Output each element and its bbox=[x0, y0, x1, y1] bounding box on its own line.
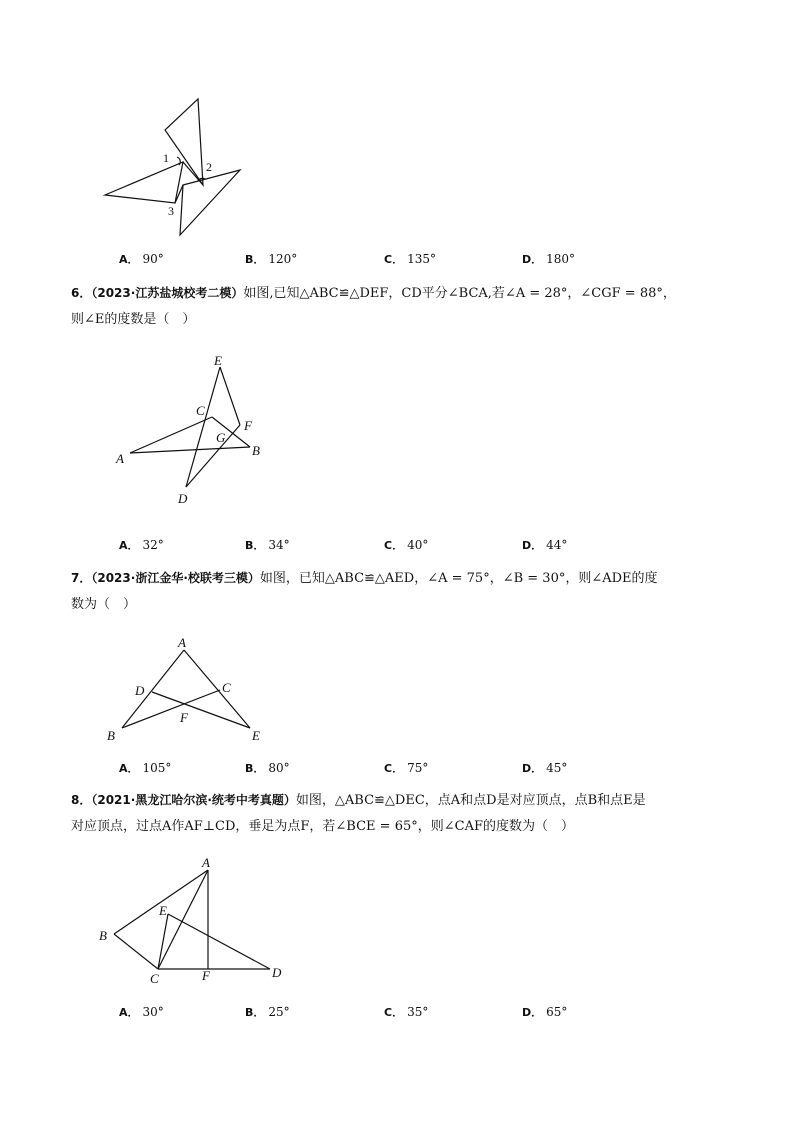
q7-label-A: A bbox=[178, 635, 186, 650]
q5-label-2: 2 bbox=[206, 160, 212, 174]
q6-option-d[interactable]: D． 44° bbox=[522, 538, 568, 552]
q8-line1: 8．（2021·黑龙江哈尔滨·统考中考真题）如图，△ABC≌△DEC，点A和点D是对应顶点，点B和点E是 bbox=[71, 793, 646, 808]
q6-figure bbox=[110, 355, 280, 510]
q6-stem bbox=[71, 280, 741, 333]
q6-line2: 则∠E的度数是（ ） bbox=[71, 312, 196, 327]
q8-label-F: F bbox=[202, 968, 210, 983]
q6-label-G: G bbox=[216, 430, 226, 445]
q5-top-triangle bbox=[165, 99, 203, 185]
q7-label-E: E bbox=[252, 728, 260, 743]
q5-figure bbox=[95, 95, 255, 245]
q6-line1: 6．（2023·江苏盐城校考二模）如图,已知△ABC≌△DEF，CD平分∠BCA,若∠A = 28°，∠CGF = 88°， bbox=[71, 286, 676, 301]
q5-label-3: 3 bbox=[168, 204, 174, 218]
q6-line-AC bbox=[130, 417, 212, 453]
q8-label-E: E bbox=[159, 903, 167, 918]
q6-label-B: B bbox=[252, 443, 260, 458]
q5-option-c[interactable]: C． 135° bbox=[384, 252, 436, 266]
q7-stem bbox=[71, 565, 741, 618]
q7-label-F: F bbox=[180, 710, 188, 725]
q8-label-C: C bbox=[150, 971, 159, 986]
q6-label-C: C bbox=[196, 403, 205, 418]
q6-label-E: E bbox=[214, 353, 222, 368]
q5-line bbox=[183, 162, 203, 185]
q6-label-D: D bbox=[178, 491, 188, 506]
q8-line-BC bbox=[114, 934, 158, 969]
q8-line-CA bbox=[158, 870, 208, 969]
q6-option-a[interactable]: A． 32° bbox=[119, 538, 164, 552]
q5-left-triangle bbox=[105, 162, 183, 203]
q6-line-DE bbox=[186, 367, 220, 487]
q7-label-B: B bbox=[107, 728, 115, 743]
q7-line2: 数为（ ） bbox=[71, 597, 137, 612]
q8-stem bbox=[71, 787, 741, 840]
q7-label-D: D bbox=[135, 683, 145, 698]
q8-option-b[interactable]: B． 25° bbox=[245, 1005, 290, 1019]
q6-line-AB bbox=[130, 447, 250, 453]
q6-label-F: F bbox=[244, 418, 252, 433]
q5-option-a[interactable]: A． 90° bbox=[119, 252, 164, 266]
q6-label-A: A bbox=[116, 451, 124, 466]
q7-figure bbox=[100, 632, 275, 747]
q6-option-c[interactable]: C． 40° bbox=[384, 538, 429, 552]
q7-option-b[interactable]: B． 80° bbox=[245, 761, 290, 775]
q8-figure bbox=[90, 852, 295, 987]
q8-line-BA bbox=[114, 870, 208, 934]
q7-option-a[interactable]: A． 105° bbox=[119, 761, 172, 775]
q7-option-c[interactable]: C． 75° bbox=[384, 761, 429, 775]
q7-line1: 7．（2023·浙江金华·校联考三模）如图，已知△ABC≌△AED，∠A = 75°，∠B = 30°，则∠ADE的度 bbox=[71, 571, 658, 586]
q7-label-C: C bbox=[222, 680, 231, 695]
q6-line-EF bbox=[220, 367, 240, 425]
q5-right-triangle bbox=[180, 170, 240, 235]
q8-label-A: A bbox=[202, 855, 210, 870]
q8-line2: 对应顶点，过点A作AF⊥CD，垂足为点F，若∠BCE = 65°，则∠CAF的度数为（ ） bbox=[71, 819, 574, 834]
q7-option-d[interactable]: D． 45° bbox=[522, 761, 568, 775]
q5-option-b[interactable]: B． 120° bbox=[245, 252, 298, 266]
q5-label-1: 1 bbox=[163, 151, 169, 165]
q8-label-B: B bbox=[99, 928, 107, 943]
q6-line-FD bbox=[186, 425, 240, 487]
q8-option-d[interactable]: D． 65° bbox=[522, 1005, 568, 1019]
q8-label-D: D bbox=[272, 965, 282, 980]
q5-option-d[interactable]: D． 180° bbox=[522, 252, 576, 266]
q8-line-CE bbox=[158, 914, 168, 969]
q8-line-ED bbox=[168, 914, 270, 969]
q6-option-b[interactable]: B． 34° bbox=[245, 538, 290, 552]
q8-option-c[interactable]: C． 35° bbox=[384, 1005, 429, 1019]
q8-option-a[interactable]: A． 30° bbox=[119, 1005, 164, 1019]
